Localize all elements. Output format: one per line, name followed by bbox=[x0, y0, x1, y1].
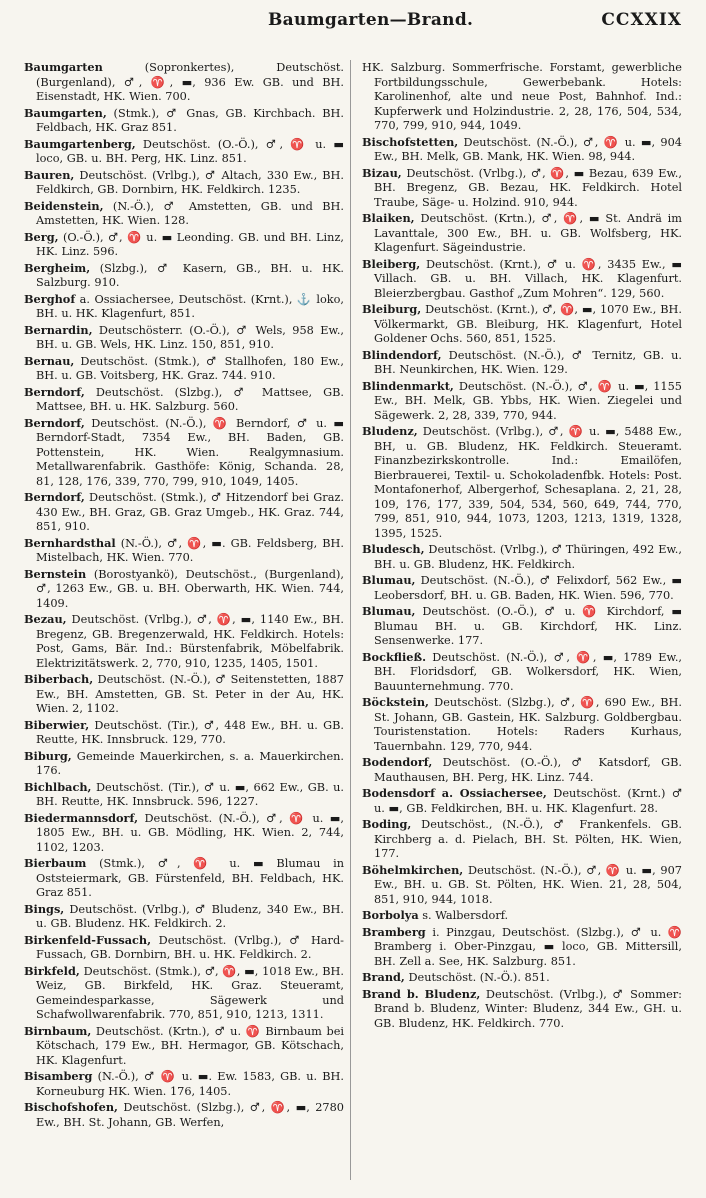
gazetteer-entry bbox=[362, 542, 682, 572]
entry-text: Deutschöst. (Vrlbg.), ♂, ♈ u. ▬, 5488 Ew., BH, u. GB. Bludenz, HK. Feldkirch. Steueramt. Finanzbezirkskontrolle. Ind.: Emailöfen, Bierbrauerei, Textil- u. Schokoladenfbk. Hotels: Post. Montafonerhof, Albergerhof, Schesaplana. 2, 21, 28, 109, 176, 177, 339, 504, 534, 560, 649, 744, 770, 799, 851, 910, 944, 1073, 1203, 1213, 1319, 1328, 1395, 1525. bbox=[374, 425, 682, 540]
entry-headword: Bludenz, bbox=[362, 424, 418, 438]
gazetteer-entry bbox=[24, 168, 344, 198]
entry-text: Deutschöst. (Tir.), ♂, 448 Ew., BH. u. GB. Reutte, HK. Innsbruck. 129, 770. bbox=[36, 718, 344, 746]
gazetteer-entry bbox=[24, 856, 344, 901]
entry-headword: Bludesch, bbox=[362, 542, 425, 556]
entry-text: Deutschöst. (Krtn.), ♂ u. ♈ Birnbaum bei Kötschach, 179 Ew., BH. Hermagor, GB. Kötschach, HK. Klagenfurt. bbox=[36, 1024, 344, 1067]
entry-headword: Bischofshofen, bbox=[24, 1100, 118, 1114]
gazetteer-entry bbox=[24, 1100, 344, 1130]
entry-text: Deutschöst. (Vrlbg.), ♂ Sommer: Brand b. Bludenz, Winter: Bludenz, 344 Ew., GH. u. GB. Bludenz, HK. Feldkirch. 770. bbox=[374, 987, 682, 1030]
entry-text: Gemeinde Mauerkirchen, s. a. Mauerkirchen. 176. bbox=[36, 749, 344, 777]
entry-text: Deutschöst. (Krtn.), ♂, ♈, ▬ St. Andrä im Lavanttale, 300 Ew., BH. u. GB. Wolfsberg, HK. Klagenfurt. Sägeindustrie. bbox=[374, 212, 682, 254]
gazetteer-entry bbox=[24, 385, 344, 415]
gazetteer-entry bbox=[362, 987, 682, 1032]
entry-text: Deutschöst. (N.-Ö.), ♂ Felixdorf, 562 Ew., ▬ Leobersdorf, BH. u. GB. Baden, HK. Wien. 596, 770. bbox=[374, 574, 682, 602]
entry-headword: Berg, bbox=[24, 229, 59, 244]
gazetteer-entry bbox=[362, 166, 682, 211]
entry-text: Deutschöst. (N.-Ö.), ♂ Ternitz, GB. u. BH. Neunkirchen, HK. Wien. 129. bbox=[374, 348, 682, 376]
entry-headword: Bauren, bbox=[24, 167, 75, 182]
gazetteer-entry bbox=[362, 786, 682, 816]
entry-text: Deutschöst. (Stmk.), ♂ Hitzendorf bei Graz. 430 Ew., BH. Graz, GB. Graz Umgeb., HK. Graz. 744, 851, 910. bbox=[36, 491, 344, 533]
entry-headword: Berndorf, bbox=[24, 384, 85, 399]
gazetteer-entry bbox=[24, 137, 344, 167]
page-header bbox=[0, 6, 706, 36]
entry-text: (Stmk.), ♂ Gnas, GB. Kirchbach. BH. Feldbach, HK. Graz 851. bbox=[36, 106, 344, 134]
entry-text: (O.-Ö.), ♂, ♈ u. ▬ Leonding. GB. und BH. Linz, HK. Linz. 596. bbox=[36, 230, 344, 258]
entry-headword: Biberwier, bbox=[24, 717, 90, 732]
gazetteer-entry bbox=[362, 257, 682, 302]
entry-headword: Berndorf, bbox=[24, 490, 85, 504]
entry-text: Deutschöst. (N.-Ö.), ♂, ♈ u. ▬, 1155 Ew., BH. Melk, GB. Ybbs, HK. Wien. Ziegelei und Sägewerk. 2, 28, 339, 770, 944. bbox=[374, 379, 682, 422]
gazetteer-entry bbox=[24, 1024, 344, 1069]
entry-headword: Brand, bbox=[362, 970, 405, 984]
entry-text: Deutschöst. (Krnt.) ♂ u. ▬, GB. Feldkirchen, BH. u. HK. Klagenfurt. 28. bbox=[374, 787, 682, 815]
gazetteer-entry bbox=[24, 261, 344, 291]
entry-text: Deutschöst. (Krnt.), ♂ u. ♈, 3435 Ew., ▬ Villach. GB. u. BH. Villach, HK. Klagenfurt. Bleierzbergbau. Gasthof „Zum Mohren“. 129, 560. bbox=[374, 257, 682, 300]
entry-headword: Baumgarten, bbox=[24, 105, 107, 120]
entry-headword: Birkenfeld-Fussach, bbox=[24, 932, 152, 947]
entry-headword: Biedermannsdorf, bbox=[24, 810, 139, 825]
gazetteer-entry bbox=[24, 718, 344, 748]
entry-text: Deutschöst. (N.-Ö.), ♂ Seitenstetten, 1887 Ew., BH. Amstetten, GB. St. Peter in der Au, HK. Wien. 2, 1102. bbox=[36, 673, 344, 715]
gazetteer-entry bbox=[24, 60, 344, 105]
right-column bbox=[362, 60, 682, 1032]
gazetteer-entry bbox=[24, 780, 344, 810]
entry-headword: Bleiberg, bbox=[362, 256, 421, 271]
entry-text: (Slzbg.), ♂ Kasern, GB., BH. u. HK. Salzburg. 910. bbox=[36, 261, 344, 289]
gazetteer-entry bbox=[362, 650, 682, 695]
entry-headword: Bleiburg, bbox=[362, 302, 422, 316]
gazetteer-entry bbox=[362, 379, 682, 424]
entry-text: Deutschöst. (O.-Ö.), ♂, ♈ u. ▬ loco, GB. u. BH. Perg, HK. Linz. 851. bbox=[36, 137, 344, 165]
entry-text: Deutschösterr. (O.-Ö.), ♂ Wels, 958 Ew., BH. u. GB. Wels, HK. Linz. 150, 851, 910. bbox=[36, 323, 344, 351]
entry-text: Deutschöst. (Vrlbg.), ♂, ♈, ▬, 1140 Ew., BH. Bregenz, GB. Bregenzerwald, HK. Feldkirch. Hotels: Post, Gams, Bär. Ind.: Bürstenfabrik, Möbelfabrik. Elektrizitätswerk. 2, 770, 910, 1235, 1405, 1501. bbox=[36, 613, 344, 670]
entry-headword: Bings, bbox=[24, 901, 65, 916]
gazetteer-entry bbox=[362, 908, 682, 924]
gazetteer-entry bbox=[362, 695, 682, 754]
gazetteer-entry bbox=[362, 970, 682, 986]
entry-text: Deutschöst. (Vrlbg.), ♂ Altach, 330 Ew., BH. Feldkirch, GB. Dornbirn, HK. Feldkirch. 1235. bbox=[36, 168, 344, 196]
entry-text: (Stmk.), ♂, ♈ u. ▬ Blumau in Oststeiermark, GB. Fürstenfeld, BH. Feldbach, HK. Graz 851. bbox=[36, 857, 344, 899]
gazetteer-entry bbox=[24, 811, 344, 856]
entry-headword: Bernau, bbox=[24, 353, 75, 368]
entry-headword: Bezau, bbox=[24, 612, 67, 626]
gazetteer-entry bbox=[362, 604, 682, 649]
entry-headword: Berndorf, bbox=[24, 415, 85, 430]
column-divider bbox=[350, 60, 351, 1180]
entry-text: Deutschöst. (Stmk.), ♂, ♈, ▬, 1018 Ew., BH. Weiz, GB. Birkfeld, HK. Graz. Steueramt, Gemeindesparkasse, Sägewerk und Schafwollwarenfabrik. 770, 851, 910, 1213, 1311. bbox=[36, 964, 344, 1021]
entry-text: Deutschöst. (Vrlbg.), ♂ Thüringen, 492 Ew., BH. u. GB. Bludenz, HK. Feldkirch. bbox=[374, 543, 682, 571]
entry-headword: Bramberg bbox=[362, 924, 426, 939]
running-title: Baumgarten—Brand. bbox=[268, 10, 474, 30]
entry-text: Deutschöst. (N.-Ö.). 851. bbox=[404, 971, 550, 984]
entry-text: Deutschöst. (O.-Ö.), ♂ Katsdorf, GB. Mauthausen, BH. Perg, HK. Linz. 744. bbox=[374, 756, 682, 784]
entry-headword: Bierbaum bbox=[24, 856, 87, 870]
gazetteer-entry bbox=[362, 424, 682, 541]
entry-text: Deutschöst. (N.-Ö.), ♈ Berndorf, ♂ u. ▬ Berndorf-Stadt, 7354 Ew., BH. Baden, GB. Pottenstein, HK. Wien. Realgymnasium. Metallwarenfabrik. Gasthöfe: König, Schanda. 28, 81, 128, 176, 339, 770, 799, 910, 1049, 1405. bbox=[36, 416, 344, 488]
entry-headword: Bizau, bbox=[362, 165, 402, 180]
entry-text: (Sopronkertes), Deutschöst. (Burgenland), ♂, ♈, ▬, 936 Ew. GB. und BH. Eisenstadt, HK. Wien. 700. bbox=[36, 61, 344, 103]
entry-text: Deutschöst. (Krnt.), ♂, ♈, ▬, 1070 Ew., BH. Völkermarkt, GB. Bleiburg, HK. Klagenfurt, Hotel Goldener Ochs. 560, 851, 1525. bbox=[374, 303, 682, 345]
entry-headword: Bodendorf, bbox=[362, 755, 433, 769]
entry-headword: Biberbach, bbox=[24, 672, 94, 686]
entry-text: Deutschöst. (N.-Ö.), ♂, ♈ u. ▬, 904 Ew., BH. Melk, GB. Mank, HK. Wien. 98, 944. bbox=[374, 135, 682, 163]
entry-headword: Berghof bbox=[24, 291, 76, 306]
entry-headword: Birnbaum, bbox=[24, 1023, 92, 1038]
left-column bbox=[24, 60, 344, 1131]
gazetteer-entry bbox=[24, 749, 344, 779]
entry-text: (N.-Ö.), ♂ ♈ u. ▬. Ew. 1583, GB. u. BH. Korneuburg HK. Wien. 176, 1405. bbox=[36, 1070, 344, 1098]
entry-headword: Borbolya bbox=[362, 908, 419, 922]
gazetteer-entry bbox=[24, 230, 344, 260]
gazetteer-entry bbox=[24, 354, 344, 384]
entry-headword: Birkfeld, bbox=[24, 963, 80, 978]
entry-headword: Bergheim, bbox=[24, 260, 91, 275]
gazetteer-entry bbox=[362, 863, 682, 908]
entry-text: Deutschöst. (Slzbg.), ♂, ♈, ▬, 2780 Ew., BH. St. Johann, GB. Werfen, bbox=[36, 1101, 344, 1129]
gazetteer-entry bbox=[24, 964, 344, 1023]
entry-headword: Boding, bbox=[362, 817, 412, 831]
entry-headword: Bockfließ. bbox=[362, 649, 426, 664]
entry-headword: Bodensdorf a. Ossiachersee, bbox=[362, 786, 547, 800]
gazetteer-entry bbox=[24, 612, 344, 671]
gazetteer-entry bbox=[24, 1069, 344, 1099]
gazetteer-entry bbox=[362, 211, 682, 256]
entry-headword: Bischofstetten, bbox=[362, 134, 459, 149]
gazetteer-entry bbox=[362, 60, 682, 134]
entry-text: a. Ossiachersee, Deutschöst. (Krnt.), ⚓ loko, BH. u. HK. Klagenfurt, 851. bbox=[36, 292, 344, 320]
entry-headword: Blaiken, bbox=[362, 211, 415, 225]
gazetteer-entry bbox=[24, 933, 344, 963]
gazetteer-entry bbox=[24, 323, 344, 353]
entry-headword: Baumgartenberg, bbox=[24, 136, 136, 151]
entry-headword: Böckstein, bbox=[362, 695, 429, 709]
entry-text: Deutschöst. (Vrlbg.), ♂, ♈, ▬ Bezau, 639 Ew., BH. Bregenz, GB. Bezau, HK. Feldkirch. Hotel Traube, Säge- u. Holzind. 910, 944. bbox=[374, 166, 682, 209]
entry-text: (N.-Ö.), ♂ Amstetten, GB. und BH. Amstetten, HK. Wien. 128. bbox=[36, 199, 344, 227]
entry-headword: Blindenmarkt, bbox=[362, 378, 454, 393]
entry-headword: Beidenstein, bbox=[24, 198, 104, 213]
entry-text: Deutschöst. (N.-Ö.), ♂, ♈, ▬, 1789 Ew., BH. Floridsdorf, GB. Wolkersdorf, HK. Wien, Bauunternehmung. 770. bbox=[374, 650, 682, 693]
gazetteer-entry bbox=[24, 292, 344, 322]
entry-headword: Blindendorf, bbox=[362, 347, 442, 362]
entry-text: HK. Salzburg. Sommerfrische. Forstamt, gewerbliche Fortbildungsschule, Gewerbebank. Hotels: Karolinenhof, alte und neue Post, Bahnhof. Ind.: Kupferwerk und Holzindustrie. 2, 28, 176, 504, 534, 770, 799, 910, 944, 1049. bbox=[362, 61, 682, 132]
entry-text: Deutschöst. (Tir.), ♂ u. ▬, 662 Ew., GB. u. BH. Reutte, HK. Innsbruck. 596, 1227. bbox=[36, 780, 344, 808]
gazetteer-entry bbox=[362, 135, 682, 165]
entry-text: Deutschöst. (Vrlbg.), ♂ Bludenz, 340 Ew., BH. u. GB. Bludenz. HK. Feldkirch. 2. bbox=[36, 902, 344, 930]
entry-text: Deutschöst. (Vrlbg.), ♂ Hard-Fussach, GB. Dornbirn, BH. u. HK. Feldkirch. 2. bbox=[36, 933, 344, 961]
entry-headword: Blumau, bbox=[362, 604, 416, 618]
entry-text: Deutschöst. (Slzbg.), ♂, ♈, 690 Ew., BH. St. Johann, GB. Gastein, HK. Salzburg. Goldbergbau. Touristenstation. Hotels: Raders Kurhaus, Tauernbahn. 129, 770, 944. bbox=[374, 696, 682, 753]
gazetteer-entry bbox=[24, 536, 344, 566]
entry-headword: Bichlbach, bbox=[24, 779, 92, 794]
gazetteer-entry bbox=[362, 573, 682, 603]
gazetteer-entry bbox=[362, 755, 682, 785]
entry-text: (Borostyankö), Deutschöst., (Burgenland), ♂, 1263 Ew., GB. u. BH. Oberwarth, HK. Wien. 744, 1409. bbox=[36, 567, 344, 610]
page-number: CCXXIX bbox=[601, 10, 682, 30]
entry-headword: Baumgarten bbox=[24, 60, 103, 74]
entry-text: Deutschöst. (N.-Ö.), ♂, ♈ u. ▬, 907 Ew., BH. u. GB. St. Pölten, HK. Wien. 21, 28, 504, 851, 910, 944, 1018. bbox=[374, 863, 682, 906]
gazetteer-entry bbox=[362, 302, 682, 347]
entry-text: s. Walbersdorf. bbox=[418, 909, 509, 922]
gazetteer-entry bbox=[24, 199, 344, 229]
entry-text: Deutschöst. (Stmk.), ♂ Stallhofen, 180 Ew., BH. u. GB. Voitsberg, HK. Graz. 744. 910. bbox=[36, 354, 344, 382]
entry-headword: Blumau, bbox=[362, 573, 416, 587]
entry-headword: Bernardin, bbox=[24, 322, 93, 337]
entry-headword: Biburg, bbox=[24, 748, 72, 763]
gazetteer-entry bbox=[24, 490, 344, 535]
gazetteer-entry bbox=[24, 672, 344, 717]
entry-headword: Brand b. Bludenz, bbox=[362, 986, 481, 1001]
gazetteer-entry bbox=[24, 416, 344, 490]
gazetteer-entry bbox=[24, 567, 344, 612]
gazetteer-entry bbox=[362, 348, 682, 378]
entry-headword: Böhelmkirchen, bbox=[362, 862, 464, 877]
gazetteer-entry bbox=[362, 817, 682, 862]
gazetteer-entry bbox=[362, 925, 682, 970]
entry-headword: Bisamberg bbox=[24, 1069, 93, 1083]
entry-headword: Bernstein bbox=[24, 566, 87, 581]
entry-text: Deutschöst., (N.-Ö.), ♂ Frankenfels. GB. Kirchberg a. d. Pielach, BH. St. Pölten, HK. Wien, 177. bbox=[374, 818, 682, 860]
gazetteer-entry bbox=[24, 106, 344, 136]
entry-text: (N.-Ö.), ♂, ♈, ▬. GB. Feldsberg, BH. Mistelbach, HK. Wien. 770. bbox=[36, 536, 344, 564]
gazetteer-entry bbox=[24, 902, 344, 932]
entry-text: Deutschöst. (N.-Ö.), ♂, ♈ u. ▬, 1805 Ew., BH. u. GB. Mödling, HK. Wien. 2, 744, 1102, 1203. bbox=[36, 811, 344, 854]
entry-text: i. Pinzgau, Deutschöst. (Slzbg.), ♂ u. ♈ Bramberg i. Ober-Pinzgau, ▬ loco, GB. Mittersill, BH. Zell a. See, HK. Salzburg. 851. bbox=[374, 925, 682, 968]
entry-text: Deutschöst. (O.-Ö.), ♂ u. ♈ Kirchdorf, ▬ Blumau BH. u. GB. Kirchdorf, HK. Linz. Sensenwerke. 177. bbox=[374, 605, 682, 647]
entry-text: Deutschöst. (Slzbg.), ♂ Mattsee, GB. Mattsee, BH. u. HK. Salzburg. 560. bbox=[36, 385, 344, 413]
entry-headword: Bernhardsthal bbox=[24, 535, 116, 550]
